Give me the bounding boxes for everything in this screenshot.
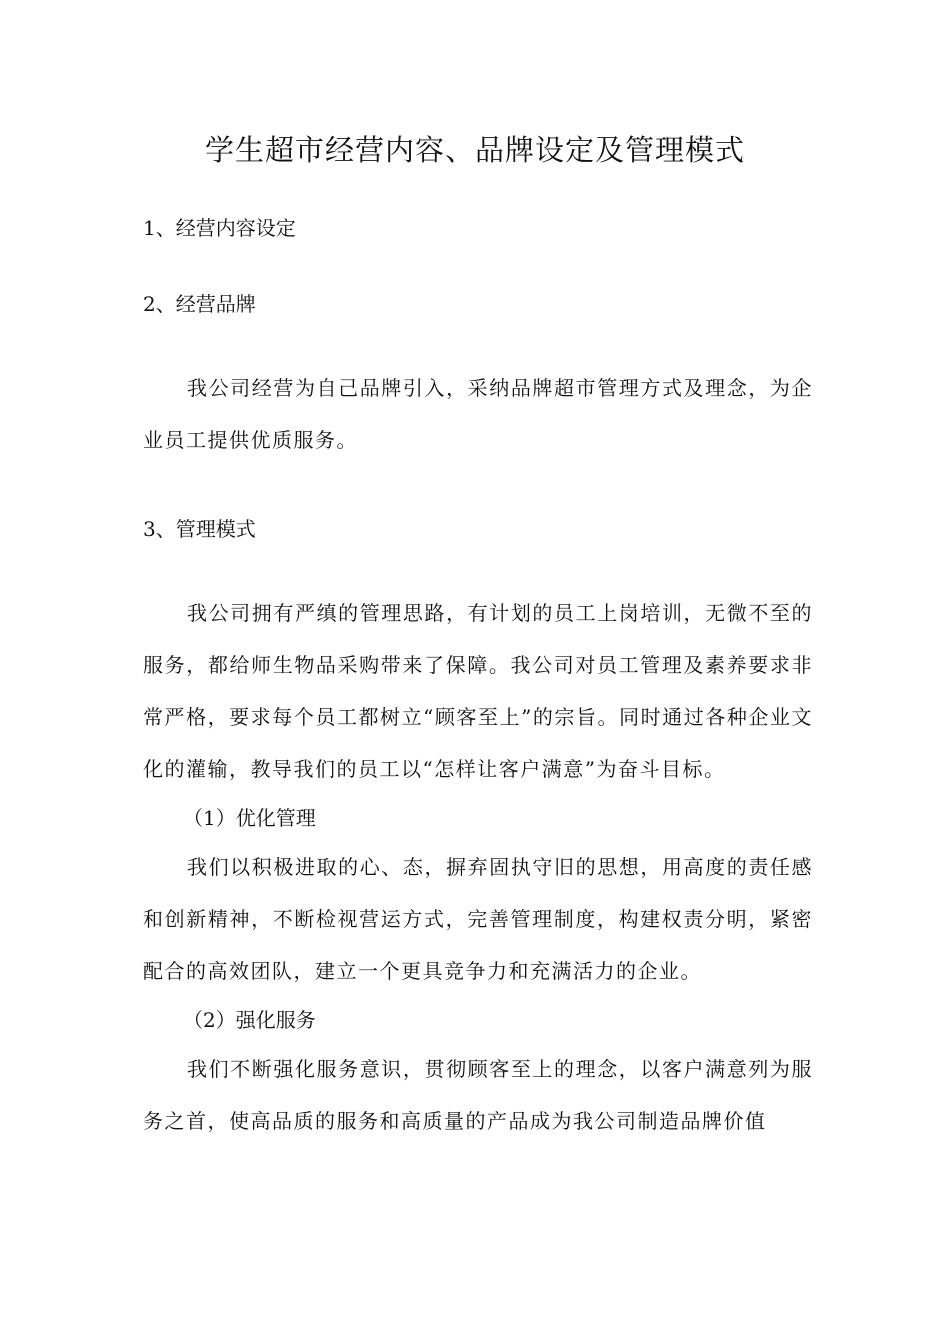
subsection-heading-service: （2）强化服务 <box>183 1008 316 1032</box>
section-2-paragraph: 我公司经营为自己品牌引入，采纳品牌超市管理方式及理念，为企业员工提供优质服务。 <box>143 376 813 452</box>
spacer <box>143 246 813 286</box>
document-body <box>143 210 813 1147</box>
section-heading-2: 2、经营品牌 <box>143 292 256 316</box>
document-title: 学生超市经营内容、品牌设定及管理模式 <box>204 133 745 167</box>
subsection-service-paragraph: 我们不断强化服务意识，贯彻顾客至上的理念，以客户满意列为服务之首，使高品质的服务和高质量的产品成为我公司制造品牌价值 <box>143 1057 813 1133</box>
section-heading-1: 1、经营内容设定 <box>143 216 296 240</box>
subsection-optimize-paragraph: 我们以积极进取的心、态，摒弃固执守旧的思想，用高度的责任感和创新精神，不断检视营运方式，完善管理制度，构建权责分明，紧密配合的高效团队，建立一个更具竞争力和充满活力的企业。 <box>143 855 813 983</box>
spacer <box>143 466 813 511</box>
spacer <box>143 547 813 587</box>
subsection-heading-optimize: （1）优化管理 <box>183 806 316 830</box>
spacer <box>143 322 813 362</box>
section-3-paragraph: 我公司拥有严缜的管理思路，有计划的员工上岗培训，无微不至的服务，都给师生物品采购带来了保障。我公司对员工管理及素养要求非常严格，要求每个员工都树立“顾客至上”的宗旨。同时通过各种企业文化的灌输，教导我们的员工以“怎样让客户满意”为奋斗目标。 <box>143 601 813 781</box>
section-heading-3: 3、管理模式 <box>143 517 256 541</box>
